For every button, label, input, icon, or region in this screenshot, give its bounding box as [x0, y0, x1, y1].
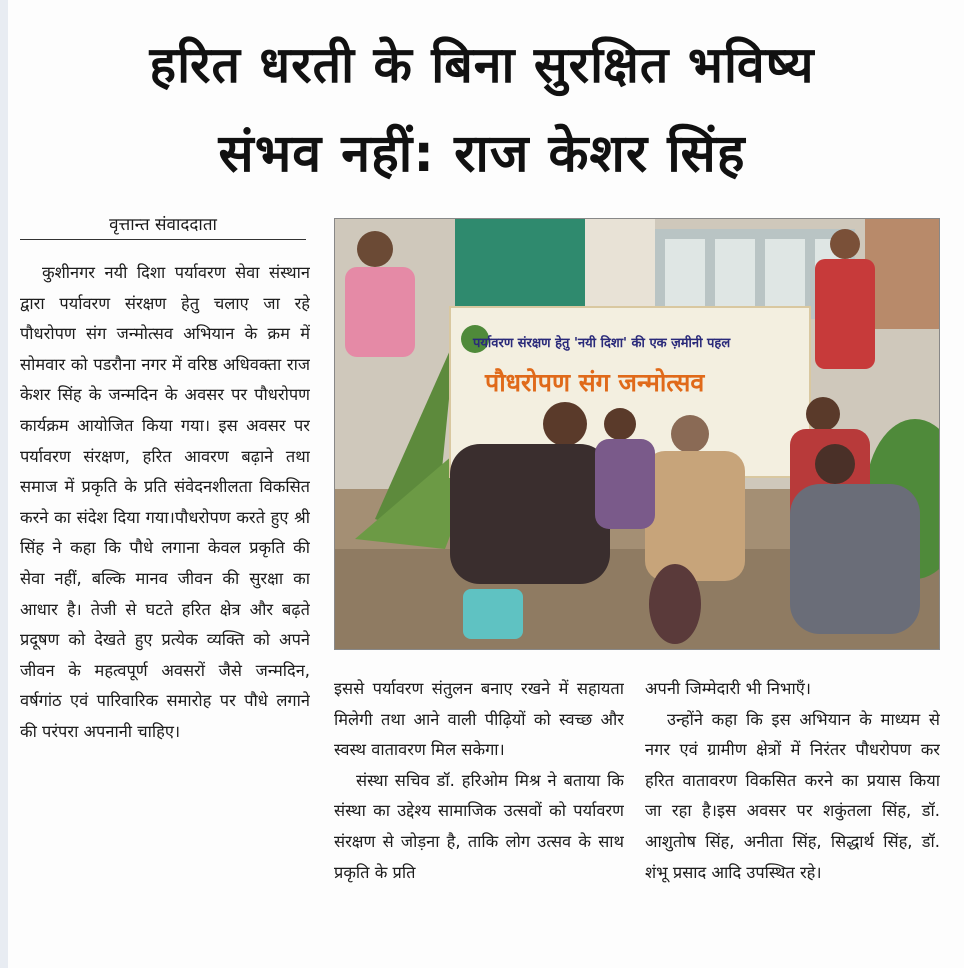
banner-heading: पौधरोपण संग जन्मोत्सव — [485, 368, 705, 397]
article-paragraph: कुशीनगर नयी दिशा पर्यावरण सेवा संस्थान द्वारा पर्यावरण संरक्षण हेतु चलाए जा रहे पौधरोपण संग जन्मोत्सव अभियान के क्रम में सोमवार को पडरौना नगर में वरिष्ठ अधिवक्ता राज केशर सिंह के जन्मदिन के अवसर पर पौधरोपण कार्यक्रम आयोजित किया गया। इस अवसर पर पर्यावरण संरक्षण, हरित आवरण बढ़ाने तथा समाज में प्रकृति के प्रति संवेदनशीलता विकसित करने का संदेश दिया गया।पौधरोपण करते हुए श्री सिंह ने कहा कि पौधे लगाना केवल प्रकृति की सेवा नहीं, बल्कि मानव जीवन की सुरक्षा का आधार है। तेजी से घटते हरित क्षेत्र और बढ़ते प्रदूषण को देखते हुए प्रत्येक व्यक्ति को अपने जीवन के महत्वपूर्ण अवसरों जैसे जन्मदिन, वर्षगांठ एवं पारिवारिक समारोह पर पौधे लगाने की परंपरा अपनानी चाहिए। — [20, 263, 310, 741]
banner-title: पर्यावरण संरक्षण हेतु 'नयी दिशा' की एक ज़मीनी पहल — [473, 336, 731, 351]
article-column-3 — [645, 674, 940, 964]
article-paragraph: संस्था सचिव डॉ. हरिओम मिश्र ने बताया कि संस्था का उद्देश्य सामाजिक उत्सवों को पर्यावरण संरक्षण से जोड़ना है, ताकि लोग उत्सव के साथ प्रकृति के प्रति — [334, 770, 624, 882]
article-column-2 — [334, 674, 624, 964]
headline-line-2: संभव नहीं: राज केशर सिंह — [218, 124, 746, 184]
article-column-1 — [20, 258, 310, 963]
byline: वृत्तान्त संवाददाता — [20, 212, 306, 240]
news-photo — [334, 218, 940, 650]
headline-line-1: हरित धरती के बिना सुरक्षित भविष्य — [149, 36, 815, 94]
article-paragraph: इससे पर्यावरण संतुलन बनाए रखने में सहायता मिलेगी तथा आने वाली पीढ़ियों को स्वच्छ और स्वस्थ वातावरण मिल सकेगा। — [334, 679, 624, 760]
article-paragraph: उन्होंने कहा कि इस अभियान के माध्यम से नगर एवं ग्रामीण क्षेत्रों में निरंतर पौधरोपण कर हरित वातावरण विकसित करने का प्रयास किया जा रहा है।इस अवसर पर शकुंतला सिंह, डॉ. आशुतोष सिंह, अनीता सिंह, सिद्धार्थ सिंह, डॉ. शंभू प्रसाद आदि उपस्थित रहे। — [645, 709, 940, 882]
photo-illustration — [335, 219, 939, 649]
article-paragraph: अपनी जिम्मेदारी भी निभाएँ। — [645, 679, 811, 698]
